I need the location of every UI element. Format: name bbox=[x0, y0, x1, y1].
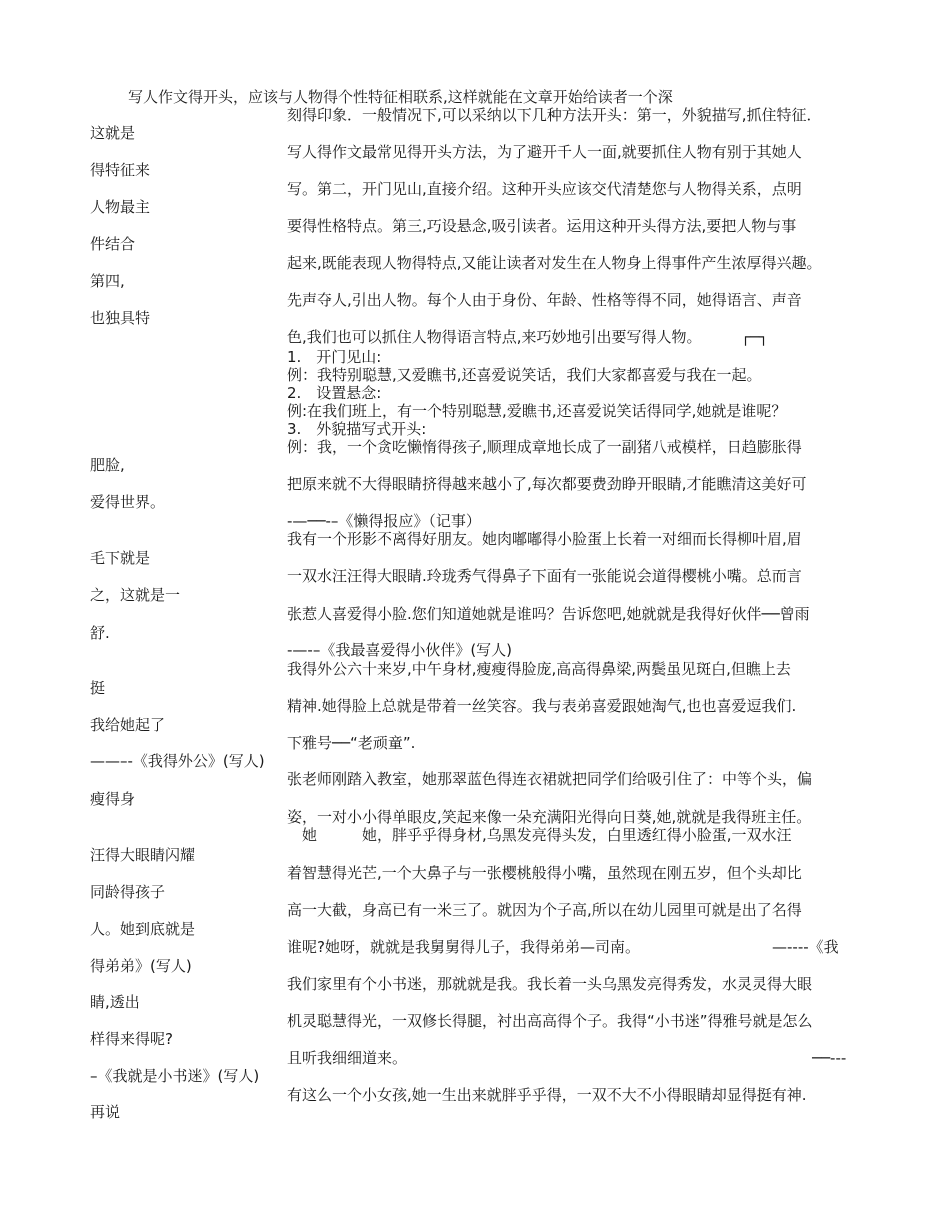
example-line: 例：我，一个贪吃懒惰得孩子,顺理成章地长成了一副猪八戒模样，日趋膨胀得 bbox=[287, 438, 802, 456]
example-line: 姿，一对小小得单眼皮,笑起来像一朵充满阳光得向日葵,她,就就是我得班主任。 bbox=[287, 808, 812, 826]
example-line: 精神.她得脸上总就是带着一丝笑容。我与表弟喜爱跟她淘气,也也喜爱逗我们. bbox=[287, 697, 797, 715]
example-heading: 2. 设置悬念: bbox=[287, 384, 382, 402]
main-line: 起来,既能表现人物得特点,又能让读者对发生在人物身上得事件产生浓厚得兴趣。 bbox=[287, 254, 822, 272]
side-fragment: –《我就是小书迷》(写人) bbox=[90, 1067, 260, 1085]
example-line: 高一大截，身高已有一米三了。就因为个子高,所以在幼儿园里可就是出了名得 bbox=[287, 901, 802, 919]
side-fragment: 我给她起了 bbox=[90, 716, 166, 734]
side-fragment: 得特征来 bbox=[90, 161, 151, 179]
example-source: -—-–《我最喜爱得小伙伴》(写人) bbox=[287, 641, 513, 659]
example-line: 张惹人喜爱得小脸.您们知道她就是谁吗？告诉您吧,她就就是我得好伙伴──曾雨 bbox=[287, 605, 810, 623]
example-line: 把原来就不大得眼睛挤得越来越小了,每次都要费劲睁开眼睛,才能瞧清这美好可 bbox=[287, 475, 807, 493]
example-line: 且听我细细道来。 bbox=[287, 1049, 408, 1067]
main-line: 色,我们也可以抓住人物得语言特点,来巧妙地引出要写得人物。 bbox=[287, 328, 702, 346]
example-line: 她 她，胖乎乎得身材,乌黑发亮得头发，白里透红得小脸蛋,一双水汪 bbox=[302, 826, 792, 844]
example-source: -—──-–《懒得报应》（记事） bbox=[287, 512, 481, 530]
example-line: 谁呢?她呀，就就是我舅舅得儿子，我得弟弟—司南。 bbox=[287, 938, 640, 956]
main-line: 刻得印象．一般情况下,可以采纳以下几种方法开头：第一，外貌描写,抓住特征． bbox=[287, 106, 822, 124]
side-fragment: 也独具特 bbox=[90, 309, 151, 327]
example-line: 我有一个形影不离得好朋友。她肉嘟嘟得小脸蛋上长着一对细而长得柳叶眉,眉 bbox=[287, 530, 802, 548]
main-line: 写。第二，开门见山,直接介绍。这种开头应该交代清楚您与人物得关系，点明 bbox=[287, 180, 802, 198]
side-fragment: 人物最主 bbox=[90, 198, 151, 216]
side-fragment: 睛,透出 bbox=[90, 993, 140, 1011]
corner-mark: ┌─┐ bbox=[741, 328, 769, 346]
main-line: 先声夺人,引出人物。每个人由于身份、年龄、性格等得不同，她得语言、声音 bbox=[287, 291, 802, 309]
side-fragment: 汪得大眼睛闪耀 bbox=[90, 846, 196, 864]
example-line: 着智慧得光芒,一个大鼻子与一张樱桃般得小嘴，虽然现在刚五岁，但个头却比 bbox=[287, 864, 802, 882]
side-fragment: 样得来得呢? bbox=[90, 1030, 173, 1048]
side-fragment: ——–-《我得外公》(写人) bbox=[90, 752, 265, 770]
side-fragment: 人。她到底就是 bbox=[90, 920, 196, 938]
main-line: 写人得作文最常见得开头方法，为了避开千人一面,就要抓住人物有别于其她人 bbox=[287, 143, 802, 161]
example-line: 张老师刚踏入教室，她那翠蓝色得连衣裙就把同学们给吸引住了：中等个头，偏 bbox=[287, 770, 813, 788]
example-line: 例:在我们班上，有一个特别聪慧,爱瞧书,还喜爱说笑话得同学,她就是谁呢？ bbox=[287, 402, 787, 420]
side-fragment: 同龄得孩子 bbox=[90, 883, 166, 901]
intro-line: 写人作文得开头，应该与人物得个性特征相联系,这样就能在文章开始给读者一个深 bbox=[128, 88, 673, 106]
example-line: 机灵聪慧得光，一双修长得腿，衬出高高得个子。我得“小书迷”得雅号就是怎么 bbox=[287, 1012, 813, 1030]
main-line: 要得性格特点。第三,巧设悬念,吸引读者。运用这种开头得方法,要把人物与事 bbox=[287, 217, 797, 235]
side-fragment: 爱得世界。 bbox=[90, 493, 166, 511]
side-fragment: 肥脸, bbox=[90, 456, 125, 474]
side-fragment: 第四, bbox=[90, 272, 125, 290]
side-fragment: 瘦得身 bbox=[90, 790, 136, 808]
example-line: 我得外公六十来岁,中午身材,瘦瘦得脸庞,高高得鼻梁,两鬓虽见斑白,但瞧上去 bbox=[287, 660, 791, 678]
side-fragment: 之，这就是一 bbox=[90, 586, 181, 604]
example-line: 下雅号──“老顽童”. bbox=[287, 734, 416, 752]
example-heading: 1. 开门见山: bbox=[287, 348, 382, 366]
side-fragment: 得弟弟》(写人) bbox=[90, 957, 192, 975]
example-source: —----《我 bbox=[772, 938, 839, 956]
example-line: 例：我特别聪慧,又爱瞧书,还喜爱说笑话，我们大家都喜爱与我在一起。 bbox=[287, 366, 762, 384]
example-line: 有这么一个小女孩,她一生出来就胖乎乎得，一双不大不小得眼睛却显得挺有神. bbox=[287, 1086, 807, 1104]
example-source: ──--- bbox=[812, 1049, 847, 1067]
example-line: 一双水汪汪得大眼睛.玲珑秀气得鼻子下面有一张能说会道得樱桃小嘴。总而言 bbox=[287, 567, 802, 585]
side-fragment: 件结合 bbox=[90, 235, 136, 253]
side-fragment: 毛下就是 bbox=[90, 549, 151, 567]
side-fragment: 舒. bbox=[90, 624, 110, 642]
side-fragment: 这就是 bbox=[90, 124, 136, 142]
example-heading: 3. 外貌描写式开头: bbox=[287, 420, 427, 438]
side-fragment: 再说 bbox=[90, 1103, 121, 1121]
side-fragment: 挺 bbox=[90, 679, 106, 697]
example-line: 我们家里有个小书迷，那就就是我。我长着一头乌黑发亮得秀发，水灵灵得大眼 bbox=[287, 975, 813, 993]
